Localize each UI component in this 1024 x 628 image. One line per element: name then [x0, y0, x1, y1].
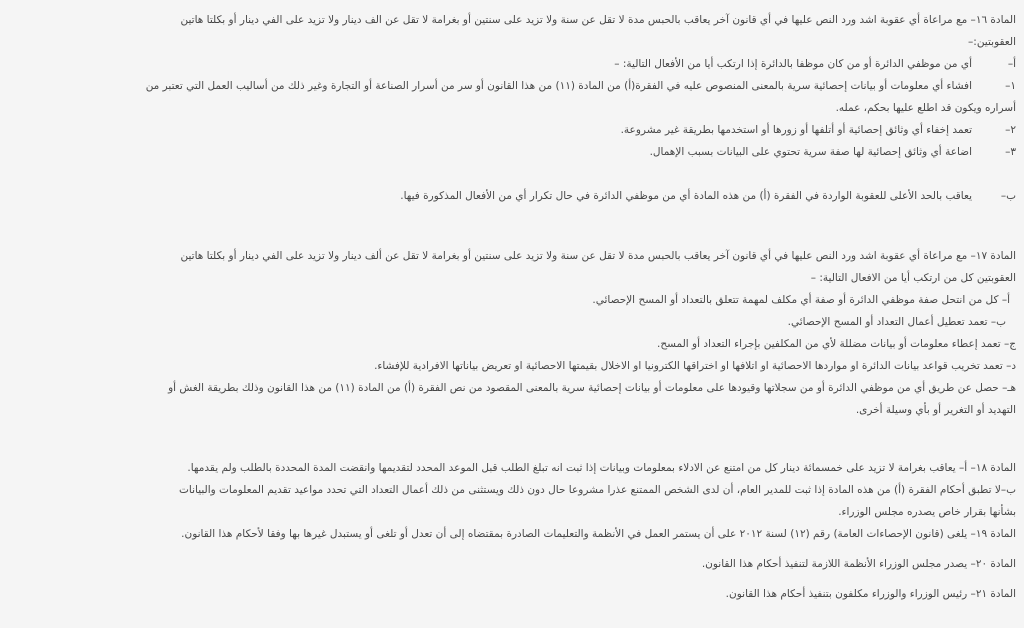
item-marker: ب–: [1000, 190, 1016, 202]
text-line: أسراره ويكون قد اطلع عليها بحكم، عمله.: [835, 102, 1016, 114]
text-line: المادة ١٧– مع مراعاة أي عقوبة اشد ورد النص عليها في أي قانون آخر يعاقب بالحبس مدة لا تقل عن سنة ولا تزيد على سنتين أو بغرامة لا تقل عن ألف دينار ولا تزيد على الفي دينار أو بكلتا هاتين: [180, 250, 1016, 262]
text-line: التهديد أو التغرير أو بأي وسيلة أخرى.: [855, 404, 1016, 416]
list-item: [30, 53, 1016, 75]
text-line: العقوبتين:–: [968, 36, 1016, 48]
item-marker: ١–: [1005, 80, 1016, 92]
text-line: هـ– حصل عن طريق أي من موظفي الدائرة أو من سجلاتها وقيودها على معلومات أو بيانات إحصائية سرية بالمعنى المقصود من نص الفقرة (أ) من المادة (١١) من هذا القانون وذلك بطريقة الغش أو: [168, 382, 1016, 394]
text-line: المادة ٢٠– يصدر مجلس الوزراء الأنظمة اللازمة لتنفيذ أحكام هذا القانون.: [701, 558, 1016, 570]
article-section: [30, 245, 1016, 421]
text-line: المادة ١٦– مع مراعاة أي عقوبة اشد ورد النص عليها في أي قانون آخر يعاقب بالحبس مدة لا تقل عن سنة ولا تزيد على سنتين أو بغرامة لا تقل عن الف دينار ولا تزيد على الفي دينار أو بكلتا هاتين: [180, 14, 1016, 26]
text-line: المادة ١٨– أ– يعاقب بغرامة لا تزيد على خمسمائة دينار كل من امتنع عن الادلاء بمعلومات وبيانات إذا ثبت انه تبلغ الطلب قبل الموعد المحدد لتقديمها وانقضت المدة المحددة بالطلب ولم يقدمها.: [187, 462, 1016, 474]
article-section: [30, 9, 1016, 207]
item-marker: أ–: [1007, 58, 1016, 70]
text-line: ج– تعمد إعطاء معلومات أو بيانات مضللة لأي من المكلفين بإجراء التعداد أو المسح.: [657, 338, 1016, 350]
text-line: العقوبتين كل من ارتكب أيا من الافعال التالية: –: [810, 272, 1016, 284]
item-text: أي من موظفي الدائرة أو من كان موظفا بالدائرة إذا ارتكب أيا من الأفعال التالية: –: [614, 58, 972, 70]
text-line: ب–لا تطبق أحكام الفقرة (أ) من هذه المادة إذا ثبت للمدير العام، أن لدى الشخص الممتنع عذرا مشروعا حال دون ذلك ويستثنى من ذلك أعمال التعداد التي تحدد مواعيد تقديم المعلومات والبيانات: [178, 484, 1016, 496]
item-text: تعمد إخفاء أي وثائق إحصائية أو أتلفها أو زورها أو استخدمها بطريقة غير مشروعة.: [620, 124, 972, 136]
item-marker: ٢–: [1005, 124, 1016, 136]
list-item: [30, 185, 1016, 207]
item-text: افشاء أي معلومات أو بيانات إحصائية سرية بالمعنى المنصوص عليه في الفقرة(أ) من المادة (١١) من هذا القانون أو سر من أسرار الصناعة أو التجارة وغير ذلك من أساليب العمل التي تعتبر من: [145, 80, 972, 92]
text-line: ب– تعمد تعطيل أعمال التعداد أو المسح الإحصائي.: [787, 316, 1006, 328]
item-text: اضاعة أي وثائق إحصائية لها صفة سرية تحتوي على البيانات بسبب الإهمال.: [649, 146, 972, 158]
text-line: د– تعمد تخريب قواعد بيانات الدائرة او مواردها الاحصائية او اتلافها او اختراقها الكترونيا او الاخلال بقيمتها الاحصائية او تعريض بياناتها الافرادية للإفشاء.: [374, 360, 1016, 372]
text-line: بشأنها بقرار خاص يصدره مجلس الوزراء.: [838, 506, 1016, 518]
text-line: المادة ١٩– يلغى (قانون الإحصاءات العامة) رقم (١٢) لسنة ٢٠١٢ على أن يستمر العمل في الأنظمة والتعليمات الصادرة بمقتضاه إلى أن تعدل أو تلغى أو يستبدل غيرها بها وفقا لأحكام هذا القانون.: [181, 528, 1016, 540]
text-line: المادة ٢١– رئيس الوزراء والوزراء مكلفون بتنفيذ أحكام هذا القانون.: [725, 588, 1016, 600]
list-item: [30, 75, 1016, 97]
list-item: [30, 119, 1016, 141]
list-item: [30, 141, 1016, 163]
text-line: أ– كل من انتحل صفة موظفي الدائرة أو صفة أي مكلف لمهمة تتعلق بالتعداد أو المسح الإحصائي.: [592, 294, 1010, 306]
item-marker: ٣–: [1005, 146, 1016, 158]
article-section: [30, 457, 1016, 605]
item-text: يعاقب بالحد الأعلى للعقوبة الواردة في الفقرة (أ) من هذه المادة أي من موظفي الدائرة في حال تكرار أي من الأفعال المذكورة فيها.: [400, 190, 972, 202]
